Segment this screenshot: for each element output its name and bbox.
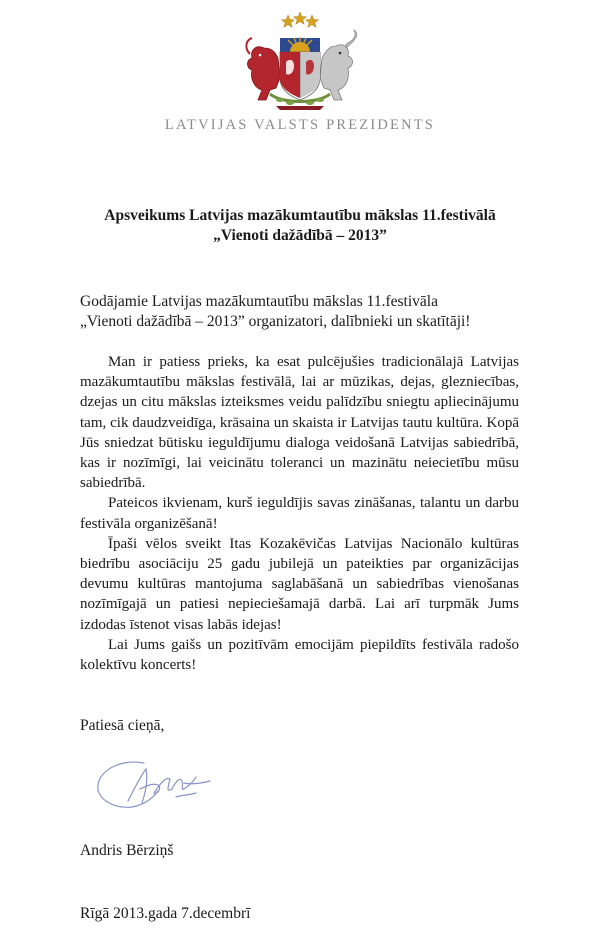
letter-title — [0, 206, 600, 246]
coat-of-arms-icon — [236, 8, 364, 112]
handwritten-signature-icon — [92, 755, 232, 819]
signer-name: Andris Bērziņš — [80, 842, 174, 859]
office-name: LATVIJAS VALSTS PREZIDENTS — [164, 117, 436, 133]
body-paragraph-3: Īpaši vēlos sveikt Itas Kozakēvičas Latvijas Nacionālo kultūras biedrību asociāciju 25 gadu jubilejā un pateikties par organizācijas devumu kultūras mantojuma saglabāšanā un sabiedrības vienošanas nozīmīgajā un patiesi nepieciešamajā darbā. Lai arī turpmāk Jums izdodas īstenot visas labās idejas! — [80, 535, 519, 633]
body-paragraph-2: Pateicos ikvienam, kurš ieguldījis savas zināšanas, talantu un darbu festivāla organizēšanā! — [80, 495, 519, 532]
salutation-line-1: Godājamie Latvijas mazākumtautību mākslas 11.festivāla — [80, 293, 438, 310]
body-paragraph-1: Man ir patiess prieks, ka esat pulcējušies tradicionālajā Latvijas mazākumtautību mākslas festivālā, lai ar mūzikas, dejas, glezniecības, dzejas un citu mākslas izteiksmes veidu palīdzību sniegtu apliecinājumu tam, cik daudzveidīga, krāsaina un skaista ir Latvijas tautu kultūra. Kopā Jūs sniedzat būtisku ieguldījumu dialoga veidošanā Latvijas sabiedrībā, kas ir nozīmīgi, lai veicinātu toleranci un mazinātu neiecietību mūsu sabiedrībā. — [80, 354, 519, 492]
salutation — [80, 292, 520, 332]
body-paragraph-4: Lai Jums gaišs un pozitīvām emocijām piepildīts festivāla radošo kolektīvu koncerts! — [80, 636, 519, 674]
place-and-date: Rīgā 2013.gada 7.decembrī — [80, 905, 251, 922]
letter-body — [80, 352, 519, 675]
closing-phrase: Patiesā cieņā, — [80, 717, 165, 734]
salutation-line-2: „Vienoti dažādībā – 2013” organizatori, dalībnieki un skatītāji! — [80, 313, 471, 330]
letter-title-line-1: Apsveikums Latvijas mazākumtautību mākslas 11.festivālā — [104, 207, 496, 224]
letter-title-line-2: „Vienoti dažādībā – 2013” — [213, 227, 387, 244]
